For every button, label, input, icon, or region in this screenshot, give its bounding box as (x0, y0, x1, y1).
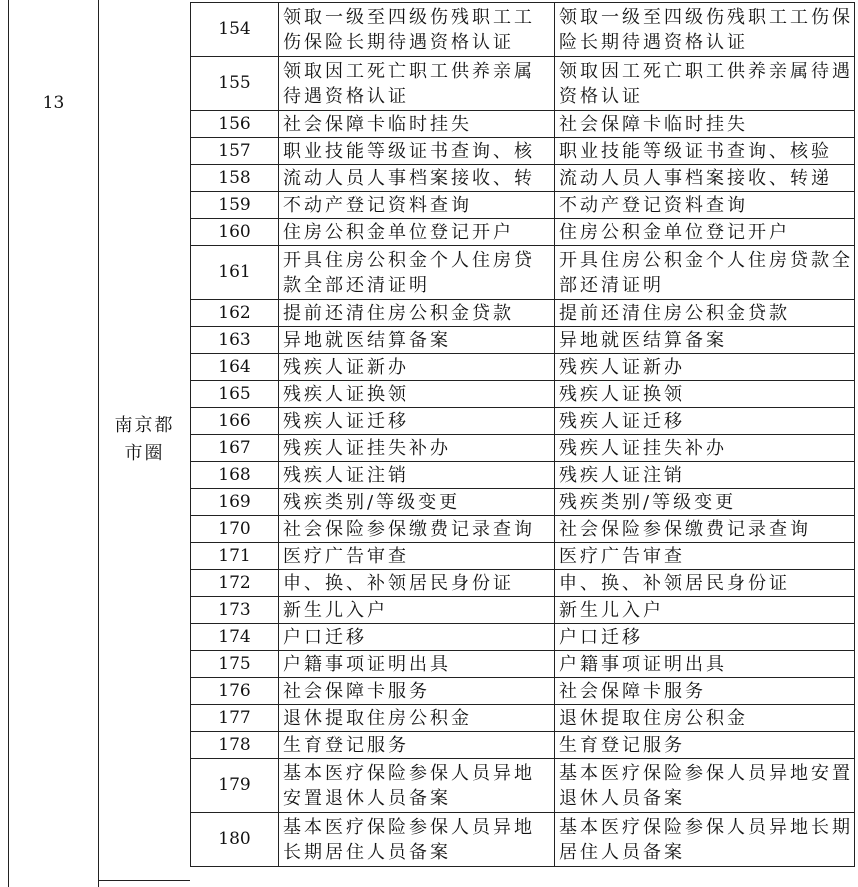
item-name: 社会保险参保缴费记录查询 (279, 516, 555, 543)
table-row (191, 462, 855, 489)
table-row (191, 489, 855, 516)
region-cell (99, 0, 190, 880)
item-number: 169 (191, 489, 279, 516)
item-number: 174 (191, 624, 279, 651)
item-name: 异地就医结算备案 (279, 327, 555, 354)
table-row (191, 651, 855, 678)
table-row (191, 408, 855, 435)
table-row (191, 516, 855, 543)
item-number: 163 (191, 327, 279, 354)
item-name-full: 生育登记服务 (555, 732, 855, 759)
item-number: 158 (191, 165, 279, 192)
item-name: 不动产登记资料查询 (279, 192, 555, 219)
region-name: 南京都市圈 (114, 415, 175, 464)
item-number: 156 (191, 111, 279, 138)
table-row (191, 57, 855, 111)
table-row (191, 813, 855, 867)
table-row (191, 543, 855, 570)
service-items-table (190, 2, 855, 867)
item-name: 社会保障卡临时挂失 (279, 111, 555, 138)
item-name: 残疾人证挂失补办 (279, 435, 555, 462)
item-name: 残疾人证迁移 (279, 408, 555, 435)
table-row (191, 192, 855, 219)
item-name-full: 残疾人证挂失补办 (555, 435, 855, 462)
item-name-full: 残疾人证注销 (555, 462, 855, 489)
item-number: 161 (191, 246, 279, 300)
table-row (191, 381, 855, 408)
item-number: 165 (191, 381, 279, 408)
item-name-full: 残疾人证新办 (555, 354, 855, 381)
item-name-full: 社会保障卡服务 (555, 678, 855, 705)
sequence-number: 13 (42, 93, 65, 113)
item-name: 生育登记服务 (279, 732, 555, 759)
table-row (191, 759, 855, 813)
item-number: 164 (191, 354, 279, 381)
table-border-bottom (98, 880, 190, 881)
item-name: 医疗广告审查 (279, 543, 555, 570)
item-number: 157 (191, 138, 279, 165)
table-body (191, 3, 855, 867)
table-row (191, 732, 855, 759)
item-name-full: 领取一级至四级伤残职工工伤保险长期待遇资格认证 (555, 3, 855, 57)
table-row (191, 3, 855, 57)
item-number: 167 (191, 435, 279, 462)
item-name: 残疾人证换领 (279, 381, 555, 408)
item-name: 开具住房公积金个人住房贷款全部还清证明 (279, 246, 555, 300)
table-row (191, 138, 855, 165)
item-name-full: 社会保险参保缴费记录查询 (555, 516, 855, 543)
item-name-full: 残疾人证迁移 (555, 408, 855, 435)
item-name-full: 基本医疗保险参保人员异地安置退休人员备案 (555, 759, 855, 813)
item-name-full: 职业技能等级证书查询、核验 (555, 138, 855, 165)
item-number: 154 (191, 3, 279, 57)
item-name-full: 领取因工死亡职工供养亲属待遇资格认证 (555, 57, 855, 111)
item-name: 残疾人证注销 (279, 462, 555, 489)
item-name: 职业技能等级证书查询、核 (279, 138, 555, 165)
table-row (191, 678, 855, 705)
item-name-full: 开具住房公积金个人住房贷款全部还清证明 (555, 246, 855, 300)
item-number: 178 (191, 732, 279, 759)
item-name-full: 提前还清住房公积金贷款 (555, 300, 855, 327)
item-number: 159 (191, 192, 279, 219)
item-name-full: 残疾类别/等级变更 (555, 489, 855, 516)
item-number: 171 (191, 543, 279, 570)
table-row (191, 570, 855, 597)
item-name: 社会保障卡服务 (279, 678, 555, 705)
item-name: 退休提取住房公积金 (279, 705, 555, 732)
item-name: 住房公积金单位登记开户 (279, 219, 555, 246)
table-row (191, 597, 855, 624)
item-name: 流动人员人事档案接收、转 (279, 165, 555, 192)
item-name-full: 异地就医结算备案 (555, 327, 855, 354)
table-row (191, 624, 855, 651)
table-row (191, 111, 855, 138)
item-name: 户籍事项证明出具 (279, 651, 555, 678)
table-row (191, 327, 855, 354)
item-name-full: 流动人员人事档案接收、转递 (555, 165, 855, 192)
item-name: 残疾类别/等级变更 (279, 489, 555, 516)
item-name-full: 社会保障卡临时挂失 (555, 111, 855, 138)
item-name: 新生儿入户 (279, 597, 555, 624)
item-number: 179 (191, 759, 279, 813)
table-row (191, 219, 855, 246)
item-number: 160 (191, 219, 279, 246)
table-row (191, 300, 855, 327)
item-name: 申、换、补领居民身份证 (279, 570, 555, 597)
item-number: 180 (191, 813, 279, 867)
item-number: 175 (191, 651, 279, 678)
item-name-full: 残疾人证换领 (555, 381, 855, 408)
item-name-full: 基本医疗保险参保人员异地长期居住人员备案 (555, 813, 855, 867)
item-name: 领取因工死亡职工供养亲属待遇资格认证 (279, 57, 555, 111)
item-number: 155 (191, 57, 279, 111)
item-name-full: 户口迁移 (555, 624, 855, 651)
item-name-full: 退休提取住房公积金 (555, 705, 855, 732)
item-name-full: 新生儿入户 (555, 597, 855, 624)
table-row (191, 705, 855, 732)
item-name: 基本医疗保险参保人员异地安置退休人员备案 (279, 759, 555, 813)
item-number: 172 (191, 570, 279, 597)
item-number: 166 (191, 408, 279, 435)
item-name: 领取一级至四级伤残职工工伤保险长期待遇资格认证 (279, 3, 555, 57)
table-row (191, 165, 855, 192)
item-name: 提前还清住房公积金贷款 (279, 300, 555, 327)
item-name: 残疾人证新办 (279, 354, 555, 381)
item-number: 176 (191, 678, 279, 705)
item-name-full: 申、换、补领居民身份证 (555, 570, 855, 597)
item-name-full: 户籍事项证明出具 (555, 651, 855, 678)
item-name-full: 不动产登记资料查询 (555, 192, 855, 219)
item-number: 162 (191, 300, 279, 327)
table-row (191, 435, 855, 462)
item-name: 户口迁移 (279, 624, 555, 651)
table-row (191, 246, 855, 300)
item-name-full: 医疗广告审查 (555, 543, 855, 570)
item-number: 177 (191, 705, 279, 732)
item-name: 基本医疗保险参保人员异地长期居住人员备案 (279, 813, 555, 867)
item-number: 173 (191, 597, 279, 624)
item-number: 170 (191, 516, 279, 543)
item-number: 168 (191, 462, 279, 489)
item-name-full: 住房公积金单位登记开户 (555, 219, 855, 246)
table-row (191, 354, 855, 381)
